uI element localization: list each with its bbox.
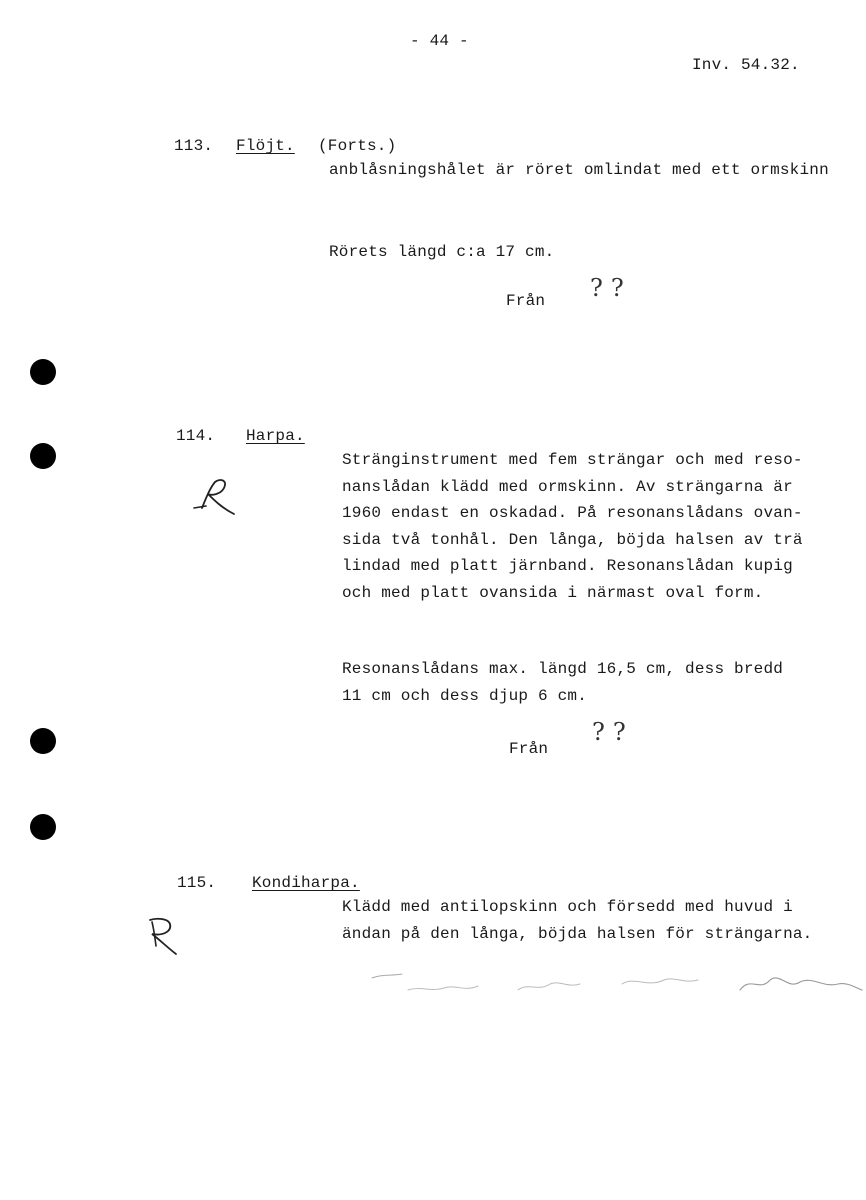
punch-hole [30, 359, 56, 385]
entry-114-line: och med platt ovansida i närmast oval form. [342, 583, 764, 602]
entry-113-measurement [329, 239, 554, 266]
entry-114-line: Stränginstrument med fem strängar och med reso- [342, 451, 803, 469]
entry-113-number: 113. [174, 137, 214, 155]
punch-hole [30, 814, 56, 840]
entry-115-title: Kondiharpa. [252, 874, 360, 892]
entry-113-origin-marks: ? ? [590, 274, 624, 302]
entry-113-line: anblåsningshålet är röret omlindat med ett ormskinn [329, 161, 829, 179]
entry-113-origin-label: Från [506, 292, 546, 310]
entry-114-measurement-line: Resonanslådans max. längd 16,5 cm, dess bredd [342, 660, 784, 678]
handwritten-r-mark [142, 914, 182, 958]
entry-114-line: lindad med platt järnband. Resonanslådan kupig [342, 557, 793, 575]
entry-114-origin-label: Från [509, 740, 549, 758]
entry-114-measurement-line: 11 cm och dess djup 6 cm. [342, 686, 588, 705]
entry-114-description [342, 447, 803, 606]
handwritten-r-mark [188, 476, 240, 518]
entry-114-title: Harpa. [246, 427, 305, 445]
entry-113-measurement-line: Rörets längd c:a 17 cm. [329, 243, 555, 261]
punch-hole [30, 728, 56, 754]
entry-113-description [329, 157, 829, 184]
entry-114-margin-mark [188, 476, 240, 518]
entry-115-line: Klädd med antilopskinn och försedd med huvud i [342, 898, 793, 916]
page-number: - 44 - [410, 32, 469, 50]
inventory-number: Inv. 54.32. [692, 56, 800, 74]
faint-handwriting [368, 962, 864, 1002]
entry-114-origin-marks: ? ? [592, 718, 626, 746]
entry-113-title-suffix: (Forts.) [318, 137, 397, 155]
entry-115-number: 115. [177, 874, 217, 892]
entry-115-description [342, 894, 812, 947]
punch-hole [30, 443, 56, 469]
entry-114-number: 114. [176, 427, 216, 445]
entry-114-line: 1960 endast en oskadad. På resonanslådans ovan- [342, 504, 803, 522]
entry-115-line: ändan på den långa, böjda halsen för strängarna. [342, 924, 813, 943]
entry-115-margin-mark [142, 914, 182, 958]
entry-114-measurement [342, 656, 783, 709]
entry-114-line: nanslådan klädd med ormskinn. Av strängarna är [342, 477, 793, 496]
entry-113-title: Flöjt. [236, 137, 295, 155]
handwritten-scribble [368, 962, 864, 1002]
entry-114-line: sida två tonhål. Den långa, böjda halsen av trä [342, 530, 803, 549]
